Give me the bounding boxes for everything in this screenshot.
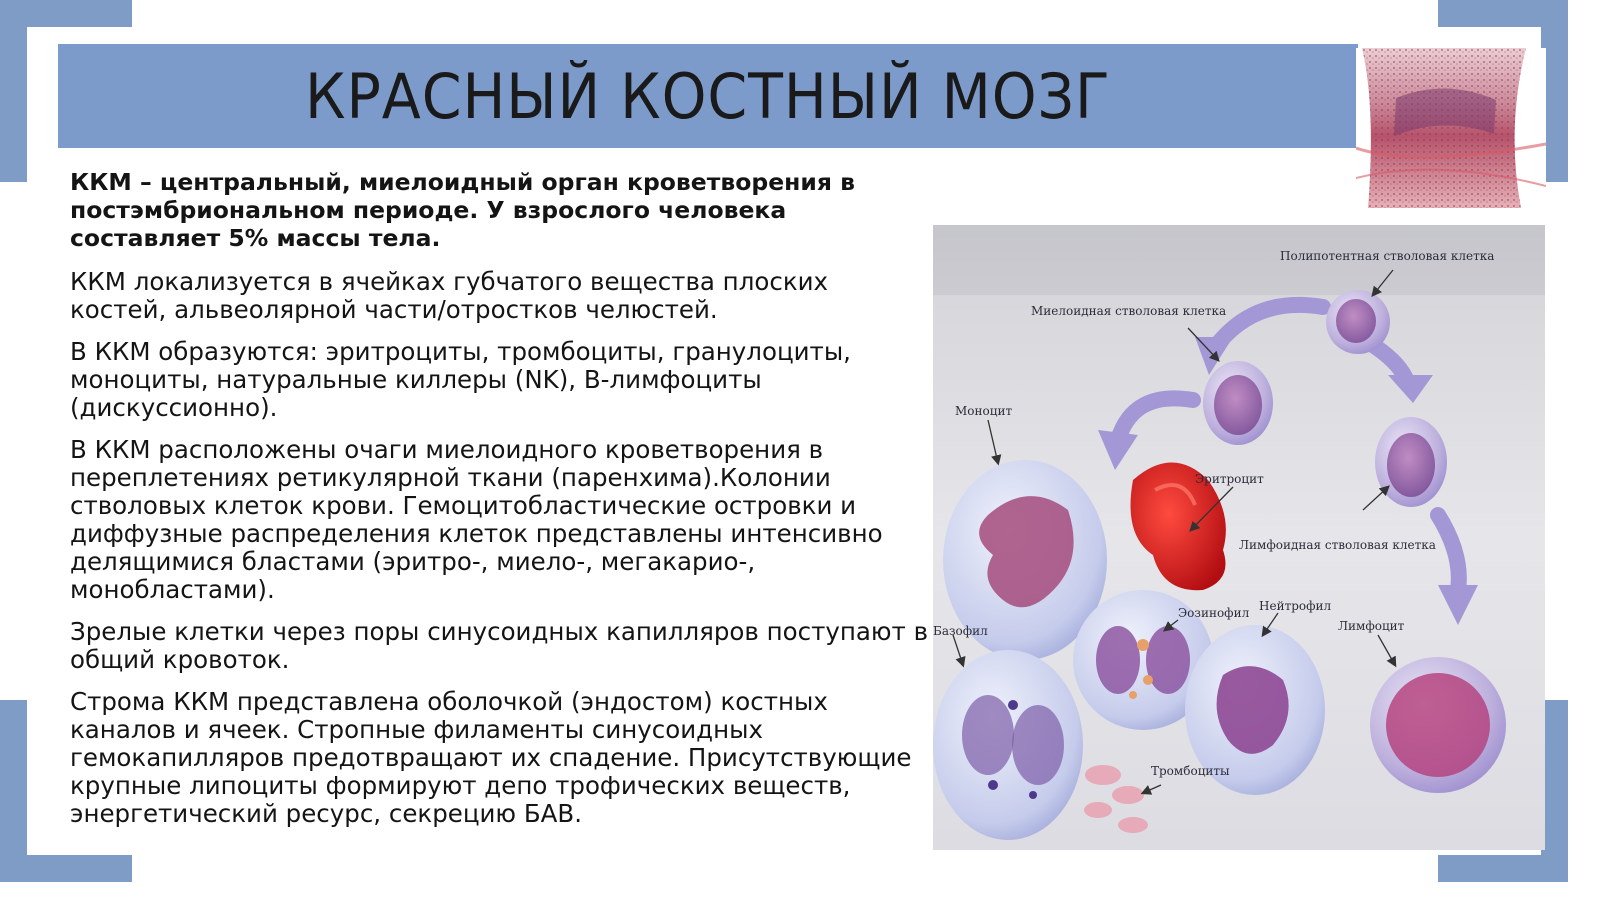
- label-erythrocyte: Эритроцит: [1195, 472, 1264, 486]
- paragraph-cells-formed: В ККМ образуются: эритроциты, тромбоциты, гранулоциты, моноциты, натуральные киллеры (NK), В-лимфоциты (дискуссионно).: [70, 337, 851, 422]
- slide-text: [70, 168, 930, 842]
- stem-cell: [1326, 290, 1390, 354]
- bone-marrow-histology-image: [1356, 48, 1546, 208]
- label-monocyte: Моноцит: [955, 404, 1013, 418]
- paragraph-hematopoiesis: В ККМ расположены очаги миелоидного кроветворения в переплетениях ретикулярной ткани (паренхима).Колонии стволовых клеток крови. Гемоцитобластические островки и диффузные распределения клеток представлены интенсивно делящимися бластами (эритро-, миело-, мегакарио-, монобластами).: [70, 435, 883, 604]
- label-lymphoid-stem-cell: Лимфоидная стволовая клетка: [1239, 538, 1436, 552]
- corner-top-left-v: [0, 0, 27, 182]
- corner-bottom-right-v: [1541, 700, 1568, 882]
- label-myeloid-stem-cell: Миелоидная стволовая клетка: [1031, 304, 1227, 318]
- paragraph-circulation: Зрелые клетки через поры синусоидных капилляров поступают в общий кровоток.: [70, 617, 929, 674]
- label-platelets: Тромбоциты: [1151, 764, 1230, 778]
- label-stem-cell: Полипотентная стволовая клетка: [1280, 249, 1495, 263]
- slide-title: КРАСНЫЙ КОСТНЫЙ МОЗГ: [305, 59, 1111, 133]
- label-basophil: Базофил: [933, 624, 988, 638]
- histology-illustration: [1356, 48, 1546, 208]
- paragraph-definition: ККМ – центральный, миелоидный орган кроветворения в постэмбриональном периоде. У взрослого человека составляет 5% массы тела.: [70, 168, 855, 252]
- label-neutrophil: Нейтрофил: [1259, 599, 1332, 613]
- basophil-cell: [933, 650, 1083, 840]
- hematopoiesis-diagram: [933, 225, 1545, 850]
- label-eosinophil: Эозинофил: [1178, 606, 1250, 620]
- lymphocyte-cell: [1370, 657, 1506, 793]
- lymphoid-stem-cell: [1375, 417, 1447, 507]
- myeloid-stem-cell: [1203, 361, 1273, 445]
- paragraph-location: ККМ локализуется в ячейках губчатого вещества плоских костей, альвеолярной части/отростков челюстей.: [70, 267, 829, 324]
- corner-bottom-left-v: [0, 700, 27, 882]
- title-bar: [58, 44, 1358, 148]
- paragraph-stroma: Строма ККМ представлена оболочкой (эндостом) костных каналов и ячеек. Стропные филаменты синусоидных гемокапилляров предотвращают их спадение. Присутствующие крупные липоциты формируют депо трофических веществ, энергетический ресурс, секрецию БАВ.: [70, 687, 912, 828]
- label-lymphocyte: Лимфоцит: [1338, 619, 1405, 633]
